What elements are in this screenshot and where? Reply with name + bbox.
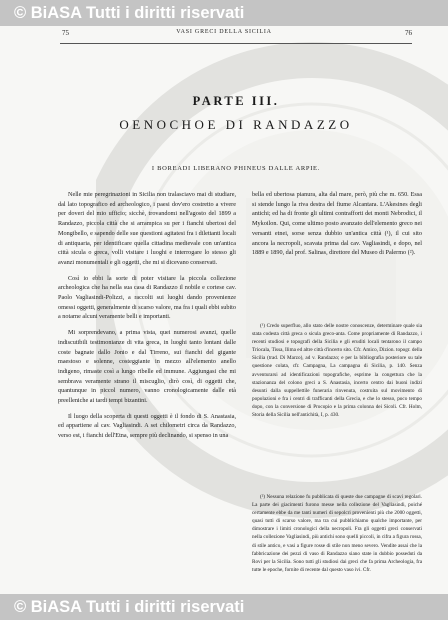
page-number-right: 76 — [405, 29, 412, 37]
left-column — [58, 190, 236, 441]
part-heading: PARTE III. — [192, 94, 280, 108]
footnote-1 — [252, 322, 422, 419]
footnote-2 — [252, 493, 422, 574]
watermark-bottom: © BiASA Tutti i diritti riservati — [14, 598, 245, 616]
paragraph: Nelle mie peregrinazioni in Sicilia non tralasciavo mai di studiare, dal lato topografico ed archeologico, i paesi dov'ero costretto a vivere per doveri del mio ufficio; sicchè, trovandomi nell'agosto del 1899 a Randazzo, piccola città che si arrampica su per i fianchi ubertosi del Mongibello, e sapendo delle sue questioni agitatesi fra i dilettanti locali di antiquaria, per identificare quella cittadina medievale con un'antica città sicula o greca, volli visitare i luoghi e interrogare lo stesso gli avanzi monumentali e gli oggetti, che mi si dicevano conservati. — [58, 191, 236, 266]
paragraph: Mi sorprendevano, a prima vista, quei numerosi avanzi, quelle indiscutibili testimonianze di vita greca, in luoghi tanto lontani dalle coste bagnate dallo Jonio e dal Tirreno, sui fianchi del gigante maestoso e solenne, costeggiante in mezzo all'elemento anello indigeno, rimaste così a lungo ribelle ed immune. Aggiungasi che mi sembrava veramente strano il miscuglio, dirò così, di oggetti che, quantunque in piccol numero, vanno cronologicamente dalle età preelleniche ai tardi tempi bizantini. — [58, 329, 236, 405]
right-column — [252, 190, 422, 258]
paragraph: Il luogo della scoperta di questi oggetti è il fondo di S. Anastasia, ed appartiene al cav. Vagliasindi. A sei chilometri circa da Randazzo, verso est, i fianchi dell'Etna, sempre più declinando, si spenso in una — [58, 412, 236, 440]
chapter-title: OENOCHOE DI RANDAZZO — [119, 117, 353, 132]
page-number-left: 75 — [62, 29, 69, 37]
watermark-top: © BiASA Tutti i diritti riservati — [14, 4, 245, 22]
header-rule — [60, 43, 412, 44]
footnote-text: (²) Nessuna relazione fu pubblicata di queste due campagne di scavi regolari. La parte dei giacimenti furono messe nella collezione del Vagliasindi, poiché certamente ebbe da me tanti numeri di sepolcri provenienti più che 2000 oggetti, quasi tutti di scarso valore, ma tra cui pubblichiamo qualche importante, per dimostrare i limiti cronologici della necropoli. Fra gli oggetti greci conservati nella collezione Vagliasindi, più antichi sono quelli piccoli, in cifra a figura rossa, di stile antico, e vasi a figure rosse di stile non meno severo. Vendite assai che la fabbricazione dei pezzi di vaso di Randazzo siano state in dubbio posseduti da Rovi per la Sicilia. Sono tutti gli studiosi dai greci che fa prima Archeologia, fra tutte le epoche, fornite di recente dal questo vaso ivi. Cfr. — [252, 494, 422, 573]
chapter-subtitle: I BOREADI LIBERANO PHINEUS DALLE ARPIE. — [151, 165, 321, 172]
paragraph: Così io ebbi la sorte di poter visitare la piccola collezione archeologica che ha nella sua casa di Randazzo il nobile e cortese cav. Paolo Vagliasindi-Polizzi, a raccolti sui luoghi dando provenienze omessi oggetti, generalmente di scarso valore, ma fra i quali ebbi subito a notarne alcuni veramente belli e importanti. — [58, 274, 236, 321]
running-head — [0, 26, 448, 40]
footnote-text: (¹) Credo superfluo, allo stato delle nostre conoscenze, determinare quale sia stata codesta città greca o sicula greco-anta. Come propriamente di Randazzo, i recenti studiosi e topografi della Sicilia e gli eruditi locali tentarono il campo Triocala, Tissa, Ilima ed altre città d'incerto sito. Cfr. Amico, Dizion. topogr. della Sicilia (trad. Di Marzo), ad v. Randazzo; e per la bibliografia posteriore su tale questione colata, cfr. Campagna, La campagna di Sicilia, p. 140. Senza avventurarsi ad identificazioni topografiche, esprime la congettura che la stazionanza del colono greci a S. Anastasia, incerto centro dai buoni indizi desunti dalla suppellettile funeraria rinvenuta, costruita sul movimento di popolazioni e fra i centri di trafficanti della Grecia, e che lo stesso, poco tempo dopo, con la conversione di Procopio e la prima colonna dei Sicoli. Cfr. Holm, Storia della Sicilia nell'antichità, I, p. 430. — [252, 323, 422, 419]
paragraph: bella ed ubertosa pianura, alta dal mare, però, più che m. 650. Essa si stende lungo la riva destra del fiume Alcantara. L'Akesines degli antichi; ed ha di fronte gli ultimi contrafforti dei monti Nebrodici, il Mykoilon. Qui, come ultimo posto avanzato dell'elemento greco nei versanti etnei, sorse senza dubbio un'antica città (¹), il cui sito ancora la necropoli, scavata prima dal cav. Vagliasindi, e dopo, nel 1889 e 1890, dal prof. Salinas, direttore del Museo di Palermo (²). — [252, 191, 422, 257]
running-title: VASI GRECI DELLA SICILIA — [176, 29, 272, 35]
